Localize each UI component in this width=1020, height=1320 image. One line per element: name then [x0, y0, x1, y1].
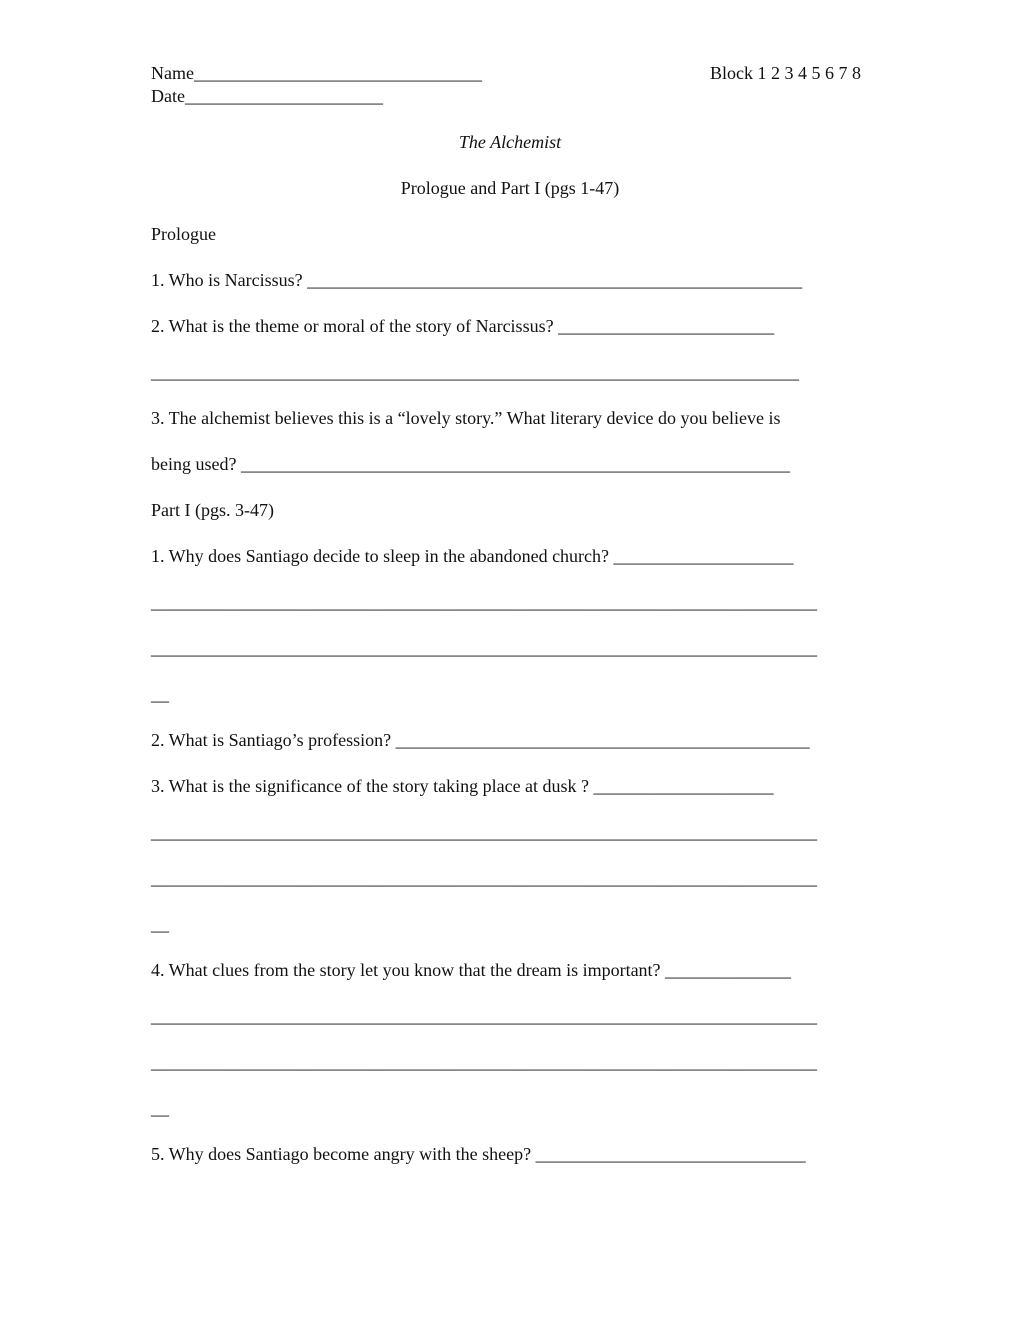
answer-line: __________________________________________________________________________: [151, 822, 817, 842]
answer-line: __: [151, 1098, 169, 1118]
prologue-question-2: 2. What is the theme or moral of the story of Narcissus? ________________________: [151, 316, 775, 336]
name-label: Name: [151, 63, 194, 83]
name-field: [151, 62, 482, 84]
name-blank: ________________________________: [193, 63, 482, 83]
part1-question-1: 1. Why does Santiago decide to sleep in the abandoned church? ____________________: [151, 546, 794, 566]
answer-line: ________________________________________________________________________: [151, 362, 799, 382]
page-subtitle: Prologue and Part I (pgs 1-47): [400, 178, 620, 198]
date-field: [151, 85, 383, 107]
part1-question-3: 3. What is the significance of the story taking place at dusk ? ____________________: [151, 776, 774, 796]
answer-line: __________________________________________________________________________: [151, 638, 817, 658]
prologue-question-3: 3. The alchemist believes this is a “lovely story.” What literary device do you believe is: [151, 408, 781, 428]
block-selector: Block 1 2 3 4 5 6 7 8: [710, 63, 861, 83]
part1-question-2: 2. What is Santiago’s profession? ______________________________________________: [151, 730, 810, 750]
prologue-question-3-cont: being used? _____________________________________________________________: [151, 454, 790, 474]
date-blank: ______________________: [184, 86, 383, 106]
part1-question-5: 5. Why does Santiago become angry with the sheep? ______________________________: [151, 1144, 806, 1164]
part1-question-4: 4. What clues from the story let you know that the dream is important? ______________: [151, 960, 792, 980]
page-title: The Alchemist: [458, 132, 562, 152]
answer-line: __________________________________________________________________________: [151, 868, 817, 888]
prologue-question-1: 1. Who is Narcissus? _______________________________________________________: [151, 270, 803, 290]
prologue-heading: Prologue: [151, 224, 216, 244]
answer-line: __________________________________________________________________________: [151, 592, 817, 612]
date-label: Date: [151, 86, 185, 106]
answer-line: __________________________________________________________________________: [151, 1006, 817, 1026]
part1-heading: Part I (pgs. 3-47): [151, 500, 274, 520]
answer-line: __: [151, 914, 169, 934]
answer-line: __________________________________________________________________________: [151, 1052, 817, 1072]
answer-line: __: [151, 684, 169, 704]
